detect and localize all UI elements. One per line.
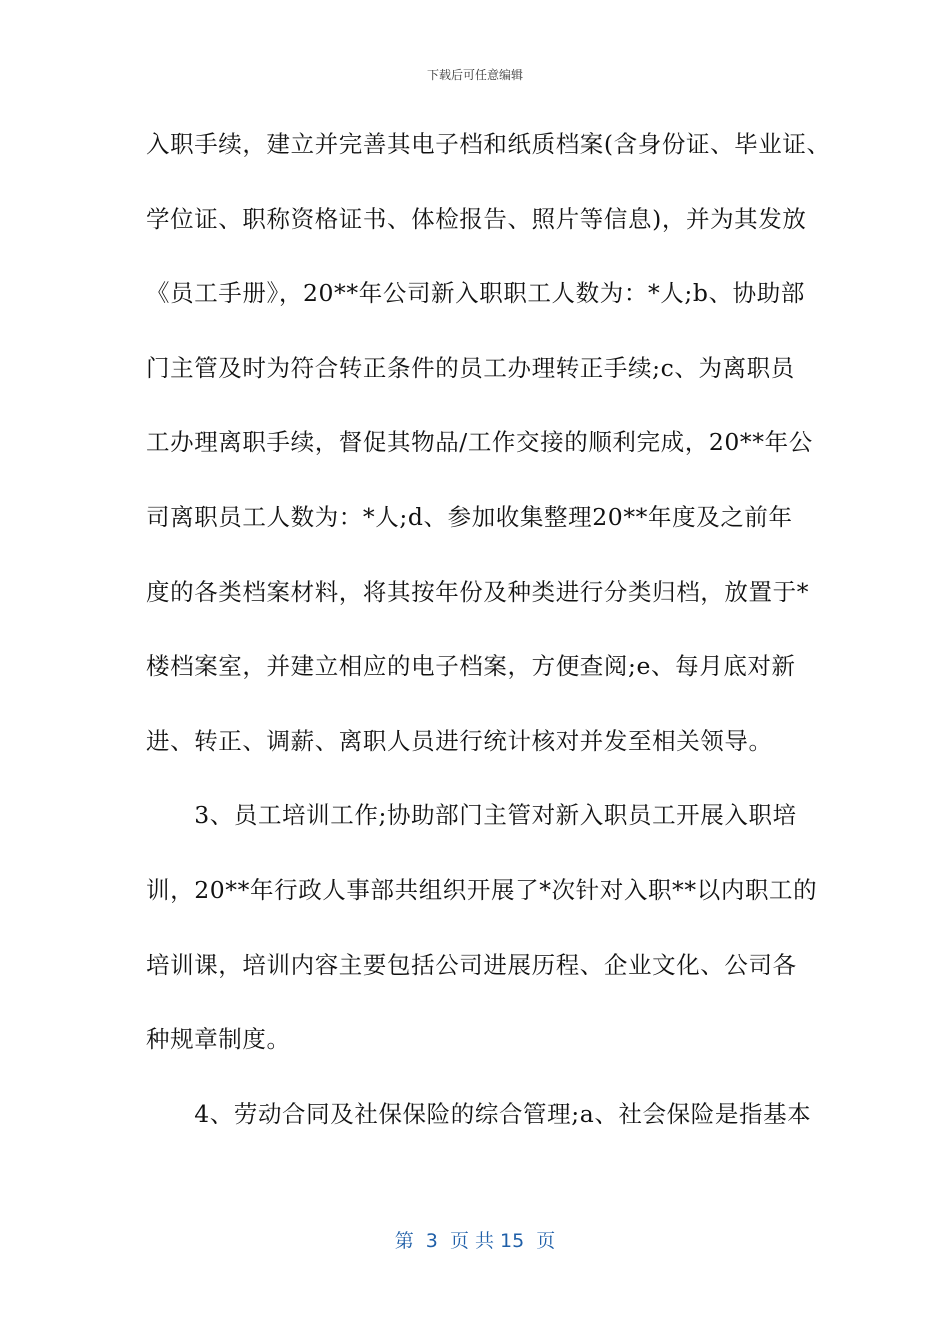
text-line: 3、员工培训工作;协助部门主管对新入职员工开展入职培 — [146, 801, 797, 830]
text-line: 入职手续，建立并完善其电子档和纸质档案(含身份证、毕业证、 — [146, 130, 831, 158]
text-line: 培训课，培训内容主要包括公司进展历程、企业文化、公司各 — [146, 950, 797, 979]
text-line: 训，20**年行政人事部共组织开展了*次针对入职**以内职工的 — [146, 875, 818, 904]
page-footer: 第 3 页 共 15 页 — [394, 1230, 556, 1252]
text-line: 《员工手册》，20**年公司新入职职工人数为：*人;b、协助部 — [146, 279, 805, 308]
text-line: 4、劳动合同及社保保险的综合管理;a、社会保险是指基本 — [146, 1099, 812, 1128]
text-line: 楼档案室，并建立相应的电子档案，方便查阅;e、每月底对新 — [146, 652, 796, 681]
text-line: 司离职员工人数为：*人;d、参加收集整理20**年度及之前年 — [146, 502, 793, 531]
text-line: 进、转正、调薪、离职人员进行统计核对并发至相关领导。 — [146, 726, 773, 755]
text-line: 门主管及时为符合转正条件的员工办理转正手续;c、为离职员 — [146, 353, 795, 382]
text-line: 种规章制度。 — [146, 1025, 291, 1054]
document-body — [146, 124, 831, 1168]
text-line: 度的各类档案材料，将其按年份及种类进行分类归档，放置于* — [146, 577, 810, 606]
page-header: 下载后可任意编辑 — [426, 68, 523, 82]
text-line: 工办理离职手续，督促其物品/工作交接的顺利完成，20**年公 — [146, 428, 813, 457]
text-line: 学位证、职称资格证书、体检报告、照片等信息)，并为其发放 — [146, 204, 807, 233]
